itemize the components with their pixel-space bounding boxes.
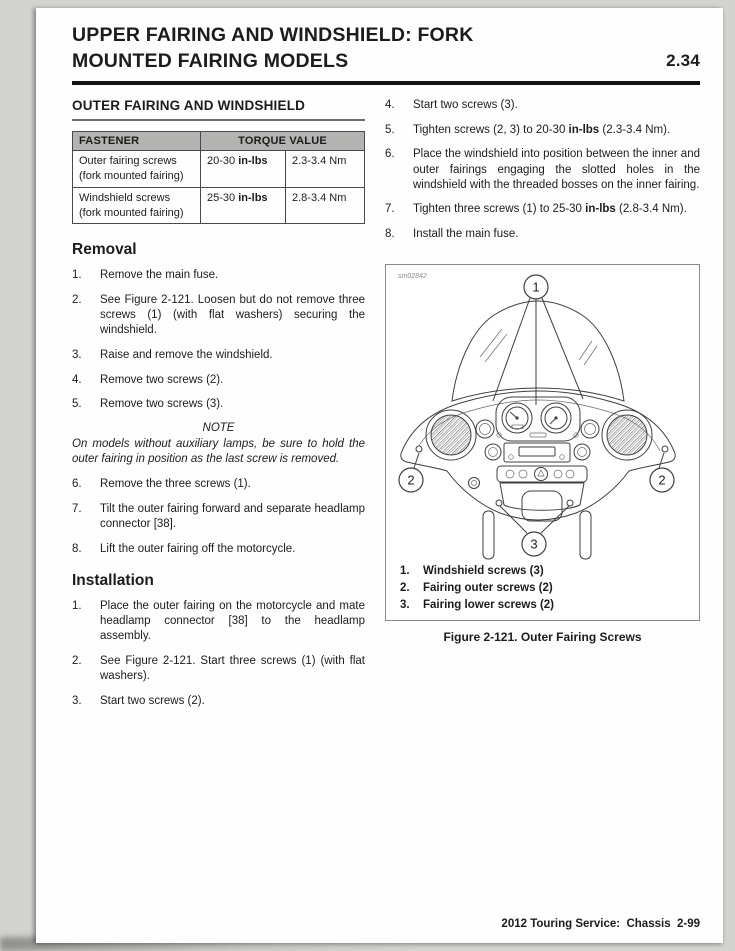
lower-screw-left — [496, 500, 502, 506]
step-number: 7. — [385, 203, 395, 216]
step-number: 8. — [72, 542, 82, 555]
legend-number: 2. — [400, 581, 410, 594]
legend-item — [400, 580, 693, 597]
step-number: 2. — [72, 294, 82, 307]
torque-nm-cell: 2.8-3.4 Nm — [286, 187, 365, 224]
torque-inlbs-cell — [201, 187, 286, 224]
speaker-right — [602, 410, 652, 460]
page-header — [72, 22, 700, 85]
step-number: 1. — [72, 600, 82, 613]
step-number: 8. — [385, 228, 395, 241]
section-number: 2.34 — [666, 51, 700, 70]
list-item — [72, 477, 365, 492]
step-number: 6. — [385, 148, 395, 161]
torque-nm-cell: 2.3-3.4 Nm — [286, 151, 365, 188]
list-item — [72, 293, 365, 339]
outer-screw-left — [416, 446, 422, 452]
torque-value: 25-30 — [207, 191, 239, 204]
callout-3-number: 3 — [530, 536, 538, 552]
step-text-part: (2.8-3.4 Nm). — [615, 203, 687, 216]
switch-panel — [497, 466, 587, 482]
legend-number: 3. — [400, 598, 410, 611]
step-text: Start two screws (2). — [100, 694, 205, 707]
installation-steps-right — [385, 98, 700, 242]
step-text: Tilt the outer fairing forward and separate headlamp connector [38]. — [100, 503, 365, 531]
legend-item — [400, 563, 693, 580]
step-text — [413, 202, 700, 217]
legend-number: 1. — [400, 565, 410, 578]
step-text: See Figure 2-121. Start three screws (1) (with flat washers). — [100, 655, 365, 683]
callout-2-number: 2 — [407, 472, 415, 488]
callout-1 — [524, 275, 548, 299]
windshield-outline — [452, 301, 624, 401]
table-row — [73, 187, 365, 224]
figure-2-121 — [385, 264, 700, 621]
torque-unit: in-lbs — [238, 191, 268, 204]
step-text: Start two screws (3). — [413, 99, 518, 111]
callout-3 — [522, 532, 546, 556]
step-number: 5. — [72, 398, 82, 411]
list-item — [72, 694, 365, 709]
list-item — [385, 123, 700, 138]
list-item — [72, 502, 365, 532]
step-text-bold: in-lbs — [585, 203, 616, 216]
list-item — [72, 542, 365, 557]
page-footer: 2012 Touring Service: Chassis 2-99 — [501, 918, 700, 930]
fuel-gauge — [476, 420, 494, 438]
step-number: 4. — [72, 373, 82, 386]
manual-page — [36, 8, 723, 943]
speedometer-gauge — [502, 403, 532, 433]
list-item — [72, 373, 365, 388]
legend-item — [400, 597, 693, 614]
list-item — [72, 654, 365, 684]
art-code-label: sm02842 — [398, 273, 427, 281]
radio-unit — [485, 443, 590, 462]
legend-text: Windshield screws (3) — [423, 565, 544, 578]
note-label: NOTE — [202, 422, 235, 435]
torque-value: 20-30 — [207, 155, 239, 167]
list-item — [385, 202, 700, 217]
step-text: Remove two screws (3). — [100, 398, 224, 411]
lower-screw-right — [567, 500, 573, 506]
volt-gauge — [581, 420, 599, 438]
step-number: 5. — [385, 123, 395, 136]
list-item — [72, 348, 365, 363]
windshield-reflections — [480, 329, 597, 365]
fork-tube-left — [483, 511, 494, 559]
step-number: 2. — [72, 655, 82, 668]
figure-legend — [386, 563, 699, 620]
step-text-bold: in-lbs — [568, 123, 600, 136]
step-text: See Figure 2-121. Loosen but do not remove three screws (1) (with flat washers) securing the windshield. — [100, 294, 365, 337]
step-text: Lift the outer fairing off the motorcycle. — [100, 542, 296, 555]
table-row — [73, 151, 365, 188]
odometer-window — [530, 433, 546, 437]
callout-1-number: 1 — [532, 279, 540, 295]
installation-heading: Installation — [72, 572, 154, 590]
list-item — [385, 98, 700, 113]
step-number: 1. — [72, 269, 82, 282]
lower-console — [469, 478, 585, 522]
legend-text: Fairing lower screws (2) — [423, 598, 555, 611]
section-heading: OUTER FAIRING AND WINDSHIELD — [72, 98, 365, 121]
list-item — [385, 227, 700, 242]
page-title-line2: MOUNTED FAIRING MODELS — [72, 50, 349, 72]
table-header-fastener: FASTENER — [73, 132, 201, 151]
torque-inlbs-cell — [201, 151, 286, 188]
step-text-part: Tighten screws (2, 3) to 20-30 — [413, 123, 569, 136]
legend-text: Fairing outer screws (2) — [423, 581, 553, 594]
list-item — [385, 147, 700, 193]
callout-2-left — [399, 468, 423, 492]
step-text: Place the outer fairing on the motorcycle and mate headlamp connector [38] to the headlamp assembly. — [100, 600, 365, 643]
installation-steps-left — [72, 599, 365, 709]
step-text: Raise and remove the windshield. — [100, 349, 273, 362]
torque-unit: in-lbs — [238, 155, 268, 167]
list-item — [72, 397, 365, 412]
fastener-cell: Outer fairing screws (fork mounted fairing) — [73, 151, 201, 188]
step-text: Remove the three screws (1). — [100, 478, 251, 491]
callout-3-leader — [500, 506, 527, 533]
step-text — [413, 123, 700, 138]
step-text: Install the main fuse. — [413, 228, 519, 241]
removal-steps-continued — [72, 477, 365, 557]
table-header-torque-value: TORQUE VALUE — [201, 132, 365, 151]
step-number: 3. — [72, 694, 82, 707]
step-text-part: (2.3-3.4 Nm). — [599, 123, 671, 136]
page-title-line1: UPPER FAIRING AND WINDSHIELD: FORK — [72, 24, 474, 46]
step-text-part: Tighten three screws (1) to 25-30 — [413, 203, 586, 216]
table-header-row — [73, 132, 365, 151]
speaker-left — [426, 410, 476, 460]
step-text: Remove two screws (2). — [100, 373, 224, 386]
callout-2-left-leader — [414, 453, 419, 468]
step-number: 6. — [72, 478, 82, 491]
list-item — [72, 599, 365, 645]
step-text: Place the windshield into position between the inner and outer fairings engaging the slotted holes in the windshield with the threaded bosses on the inner fairing. — [413, 148, 700, 191]
step-number: 3. — [72, 349, 82, 362]
header-rule — [72, 81, 700, 85]
figure-caption: Figure 2-121. Outer Fairing Screws — [443, 630, 642, 645]
step-number: 4. — [385, 99, 395, 111]
removal-steps — [72, 268, 365, 412]
callout-2-right-leader — [659, 453, 664, 468]
step-number: 7. — [72, 503, 82, 516]
note-text: On models without auxiliary lamps, be sure to hold the outer fairing in position as the last screw is removed. — [72, 438, 365, 466]
callout-2-number: 2 — [658, 472, 666, 488]
fastener-cell: Windshield screws (fork mounted fairing) — [73, 187, 201, 224]
tachometer-gauge — [541, 403, 571, 433]
callout-1-leaders — [493, 298, 583, 405]
list-item — [72, 268, 365, 283]
torque-table — [72, 131, 365, 224]
step-text: Remove the main fuse. — [100, 269, 219, 282]
fairing-line-drawing — [386, 265, 698, 563]
outer-screw-right — [662, 446, 668, 452]
removal-heading: Removal — [72, 241, 137, 259]
callout-2-right — [650, 468, 674, 492]
fork-tube-right — [580, 511, 591, 559]
